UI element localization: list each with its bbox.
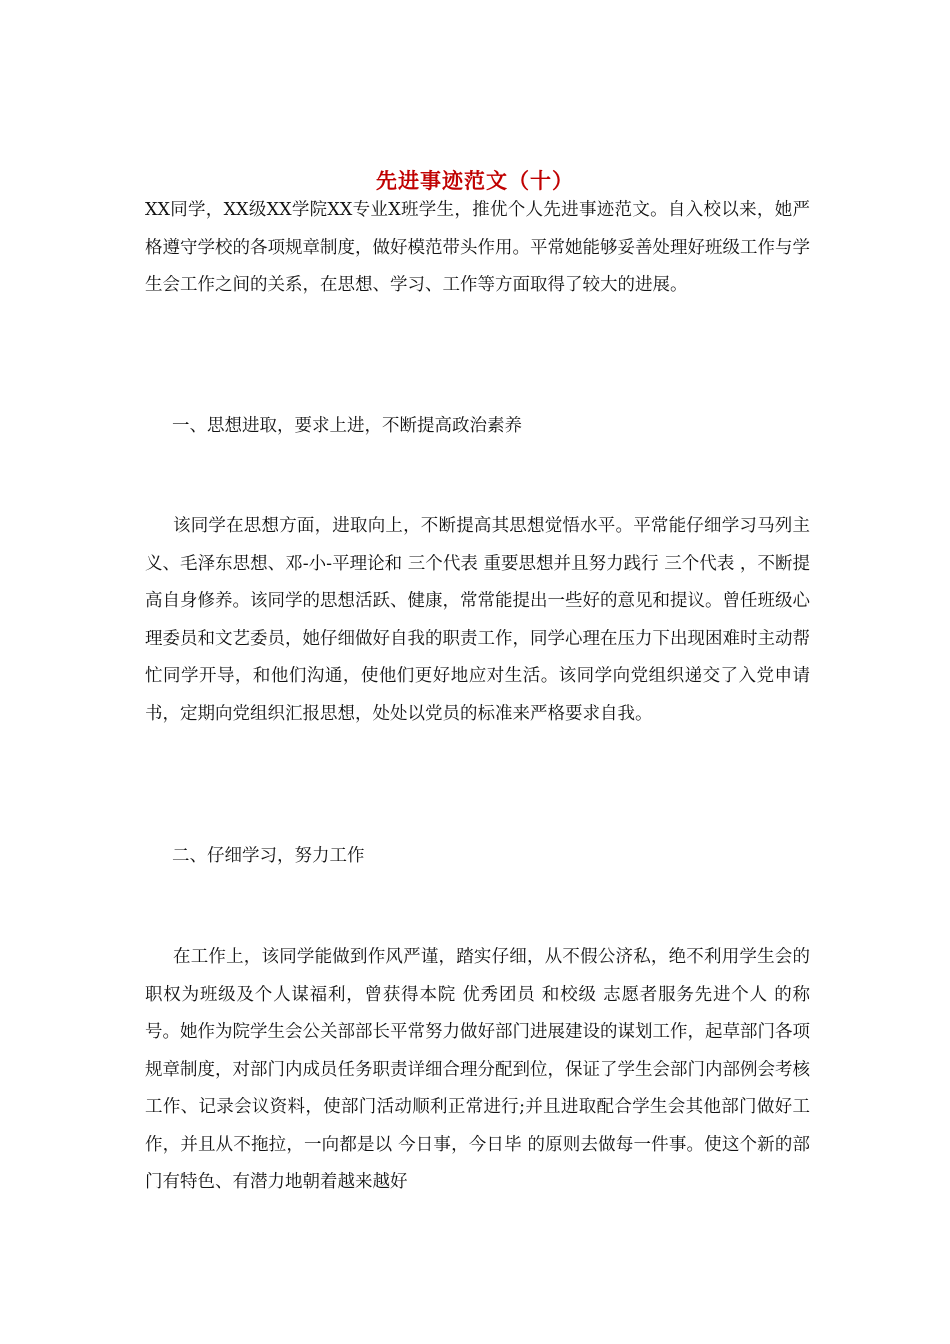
section-heading-2: 二、仔细学习，努力工作	[172, 846, 365, 866]
section-heading-1: 一、思想进取，要求上进，不断提高政治素养	[172, 416, 522, 436]
section-body-2: 在工作上，该同学能做到作风严谨，踏实仔细，从不假公济私，绝不利用学生会的职权为班级及个人谋福利，曾获得本院 优秀团员 和校级 志愿者服务先进个人 的称号。她作为院学生会公关部部长平常努力做好部门进展建设的谋划工作，起草部门各项规章制度，对部门内成员任务职责详细合理分配到位，保证了学生会部门内部例会考核工作、记录会议资料，使部门活动顺利正常进行;并且进取配合学生会其他部门做好工作，并且从不拖拉，一向都是以 今日事，今日毕 的原则去做每一件事。使这个新的部门有特色、有潜力地朝着越来越好	[145, 947, 810, 1192]
section-body-1: 该同学在思想方面，进取向上，不断提高其思想觉悟水平。平常能仔细学习马列主义、毛泽东思想、邓-小-平理论和 三个代表 重要思想并且努力践行 三个代表 ，不断提高自身修养。该同学的思想活跃、健康，常常能提出一些好的意见和提议。曾任班级心理委员和文艺委员，她仔细做好自我的职责工作，同学心理在压力下出现困难时主动帮忙同学开导，和他们沟通，使他们更好地应对生活。该同学向党组织递交了入党申请书，定期向党组织汇报思想，处处以党员的标准来严格要求自我。	[145, 516, 810, 724]
intro-paragraph: XX同学，XX级XX学院XX专业X班学生，推优个人先进事迹范文。自入校以来，她严格遵守学校的各项规章制度，做好模范带头作用。平常她能够妥善处理好班级工作与学生会工作之间的关系，在思想、学习、工作等方面取得了较大的进展。	[145, 200, 810, 295]
document-title: 先进事迹范文（十）	[376, 168, 574, 194]
